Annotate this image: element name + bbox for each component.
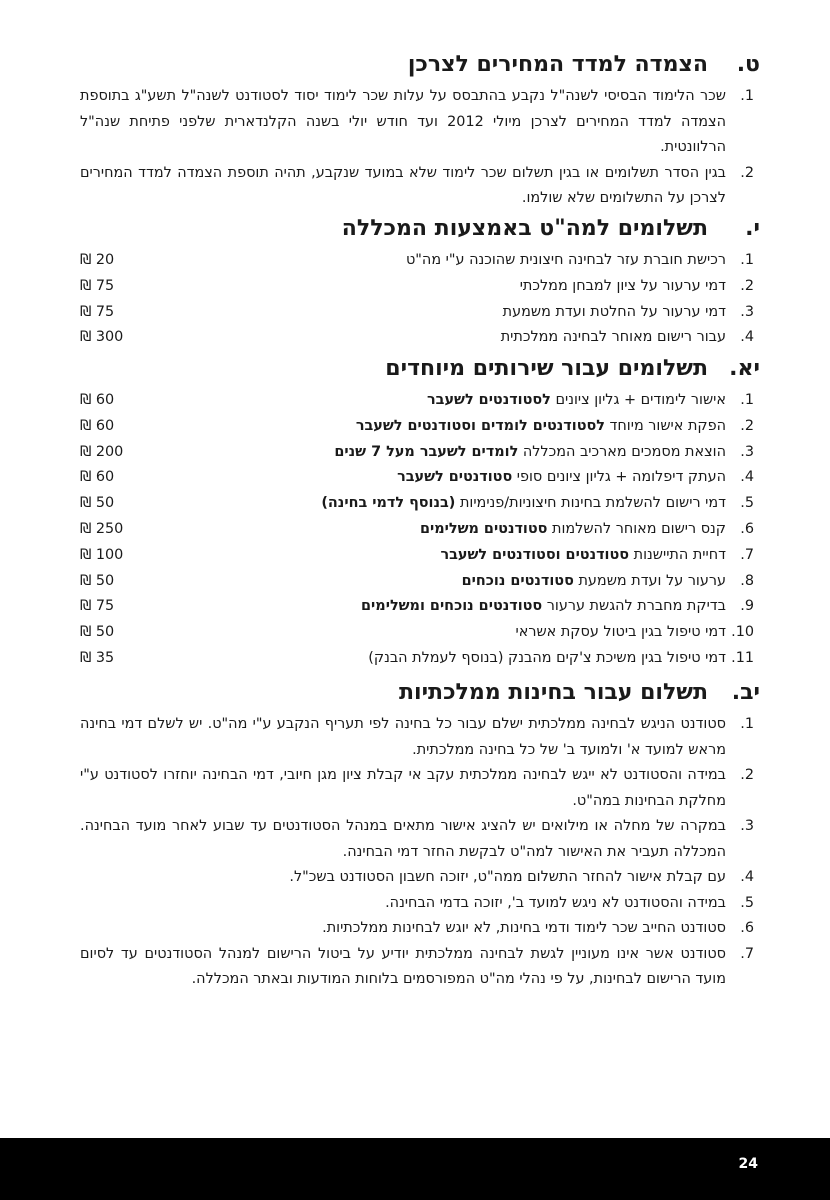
item-plain: עבור רישום מאוחר לבחינה ממלכתית [500, 329, 726, 346]
item-number: 6. [740, 920, 754, 936]
item-text [170, 248, 726, 274]
section-special-services [80, 354, 760, 672]
item-text [170, 440, 726, 466]
item-price: 75 ₪ [80, 277, 115, 294]
fee-row [80, 325, 754, 351]
fee-row [80, 594, 754, 620]
item-text [170, 594, 726, 620]
fee-row [80, 465, 754, 491]
item-number: 1. [740, 252, 754, 268]
item-plain: רכישת חוברת עזר לבחינה חיצונית שהוכנה ע"י מה"ט [405, 252, 726, 268]
item-plain: הפקת אישור מיוחד [604, 417, 726, 434]
item-price: 100 ₪ [80, 546, 124, 563]
item-text: במידה והסטודנט לא ייגש לבחינה ממלכתית עקב אי קבלת ציון מגן חיובי, דמי הבחינה יוחזרו לסטודנט ע"י מחלקת הבחינות במה"ט. [80, 767, 726, 809]
item-text [170, 646, 726, 672]
item-text: סטודנט אשר אינו מעוניין לגשת לבחינה ממלכתית יודיע על ביטול הרישום למנהל הסטודנטים עד לסיום מועד הרישום לבחינות, על פי נהלי מה"ט המפורסמים בלוחות המודעות ובאתר המכללה. [80, 945, 726, 987]
item-bold: לומדים לשעבר מעל 7 שנים [334, 443, 519, 460]
section-indexation [80, 50, 760, 212]
section-title: תשלומים עבור שירותים מיוחדים [385, 356, 708, 381]
fee-row [80, 569, 754, 595]
list-item [80, 916, 754, 942]
item-plain: דחיית התיישנות [629, 546, 726, 563]
item-text [170, 325, 726, 351]
section-letter: יב. [731, 680, 760, 705]
section-heading [80, 678, 760, 708]
item-number: 5. [740, 894, 754, 911]
list-item [80, 712, 754, 763]
item-number: 3. [740, 818, 754, 834]
item-text: עם קבלת אישור להחזר התשלום ממה"ט, יזוכה חשבון הסטודנט בשכ"ל. [289, 869, 726, 885]
item-plain: דמי טיפול בגין משיכת צ'קים מהבנק (בנוסף לעמלת הבנק) [368, 649, 726, 666]
item-number: 2. [740, 277, 754, 294]
item-plain: העתק דיפלומה + גליון ציונים סופי [512, 469, 726, 486]
item-bold: סטודנטים נוכחים [461, 572, 574, 589]
item-number: 1. [740, 392, 754, 408]
section-heading [80, 354, 760, 384]
fee-row [80, 440, 754, 466]
section-letter: ט. [736, 52, 760, 77]
fee-row [80, 388, 754, 414]
section-heading [80, 50, 760, 80]
section-letter: יא. [729, 356, 760, 381]
item-number: 9. [740, 598, 754, 615]
section-title: תשלום עבור בחינות ממלכתיות [399, 680, 708, 705]
item-number: 2. [740, 164, 754, 181]
item-bold: לסטודנטים לומדים וסטודנטים לשעבר [355, 417, 605, 434]
item-number: 2. [740, 767, 754, 783]
fee-list [80, 248, 760, 351]
item-plain: דמי ערעור על ציון למבחן ממלכתי [519, 277, 726, 294]
item-number: 1. [740, 88, 754, 104]
list-item [80, 942, 754, 993]
item-plain: דמי רישום להשלמת בחינות חיצוניות/פנימיות [455, 495, 726, 512]
item-price: 60 ₪ [80, 469, 115, 486]
item-number: 4. [740, 869, 754, 885]
item-bold: סטודנטים וסטודנטים לשעבר [440, 546, 630, 563]
page-number: 24 [738, 1156, 758, 1172]
item-number: 1. [740, 716, 754, 732]
item-price: 200 ₪ [80, 443, 124, 460]
paragraph-list [80, 712, 760, 993]
item-number: 6. [740, 520, 754, 537]
section-title: תשלומים למה"ט באמצעות המכללה [341, 216, 708, 241]
item-number: 10. [731, 624, 754, 641]
item-price: 75 ₪ [80, 303, 115, 320]
item-text: בגין הסדר תשלומים או בגין תשלום שכר לימוד שלא במועד שנקבע, תהיה תוספת הצמדה למדד המחירים לצרכן על התשלומים שלא שולמו. [80, 164, 726, 206]
item-text: שכר הלימוד הבסיסי לשנה"ל נקבע בהתבסס על עלות שכר לימוד יסוד לסטודנט לשנה"ל תשע"ג בתוספת הצמדה למדד המחירים לצרכן מיולי 2012 ועד חודש יולי בשנה הקלנדארית שלפני פתיחת שנה"ל הרלוונטית. [80, 88, 726, 155]
section-heading [80, 214, 760, 244]
item-text [170, 274, 726, 300]
item-number: 8. [740, 572, 754, 589]
item-text: במקרה של מחלה או מילואים יש להציג אישור מתאים במנהל הסטודנטים עד שבוע לאחר מועד הבחינה. המכללה תעביר את האישור למה"ט לבקשת החזר דמי הבחינה. [80, 818, 726, 860]
item-price: 75 ₪ [80, 598, 115, 615]
fee-row [80, 517, 754, 543]
item-number: 2. [740, 417, 754, 434]
section-state-exams [80, 678, 760, 993]
fee-row [80, 491, 754, 517]
list-item [80, 865, 754, 891]
item-number: 11. [731, 649, 754, 666]
item-number: 4. [740, 469, 754, 486]
list-item [80, 814, 754, 865]
item-number: 3. [740, 443, 754, 460]
item-number: 7. [740, 945, 754, 962]
fee-row [80, 300, 754, 326]
section-letter: י. [745, 216, 760, 241]
item-bold: סטודנטים משלימים [419, 520, 548, 537]
item-plain: דמי טיפול בגין ביטול עסקת אשראי [515, 624, 726, 641]
fee-row [80, 620, 754, 646]
fee-row [80, 646, 754, 672]
item-text: סטודנט הניגש לבחינה ממלכתית ישלם עבור כל בחינה לפי תעריף הנקבע ע"י מה"ט. יש לשלם דמי בחינה מראש למועד א' ולמועד ב' של כל בחינה ממלכתית. [80, 716, 726, 758]
item-bold: (בנוסף לדמי בחינה) [321, 495, 456, 512]
fee-list [80, 388, 760, 672]
item-price: 50 ₪ [80, 572, 115, 589]
item-plain: ערעור על ועדת משמעת [573, 572, 726, 589]
item-text [170, 517, 726, 543]
list-item [80, 161, 754, 212]
paragraph-list [80, 84, 760, 212]
item-plain: דמי ערעור על החלטת ועדת משמעת [502, 303, 726, 320]
item-bold: לסטודנטים לשעבר [427, 392, 551, 408]
item-plain: בדיקת מחברת להגשת ערעור [542, 598, 726, 615]
item-price: 50 ₪ [80, 495, 115, 512]
item-price: 60 ₪ [80, 417, 115, 434]
fee-row [80, 543, 754, 569]
item-price: 35 ₪ [80, 649, 115, 666]
item-plain: אישור לימודים + גליון ציונים [550, 392, 726, 408]
item-bold: סטודנטים נוכחים ומשלימים [361, 598, 543, 615]
list-item [80, 763, 754, 814]
section-title: הצמדה למדד המחירים לצרכן [407, 52, 708, 77]
item-price: 300 ₪ [80, 329, 124, 346]
item-text [170, 491, 726, 517]
item-number: 5. [740, 495, 754, 512]
section-mahat-payments [80, 214, 760, 351]
item-price: 250 ₪ [80, 520, 124, 537]
item-bold: סטודנטים לשעבר [397, 469, 513, 486]
fee-row [80, 274, 754, 300]
item-text [170, 414, 726, 440]
item-plain: הוצאת מסמכים מארכיב המכללה [518, 443, 726, 460]
list-item [80, 84, 754, 161]
item-price: 20 ₪ [80, 252, 115, 268]
footer-bar [0, 1138, 830, 1200]
item-price: 60 ₪ [80, 392, 115, 408]
item-text [170, 620, 726, 646]
fee-row [80, 414, 754, 440]
item-text: במידה והסטודנט לא ניגש למועד ב', יזוכה בדמי הבחינה. [385, 894, 726, 911]
item-number: 3. [740, 303, 754, 320]
item-text [170, 569, 726, 595]
item-text [170, 543, 726, 569]
item-text [170, 300, 726, 326]
item-plain: קנס רישום מאוחר להשלמות [547, 520, 726, 537]
item-price: 50 ₪ [80, 624, 115, 641]
item-text [170, 388, 726, 414]
item-number: 7. [740, 546, 754, 563]
fee-row [80, 248, 754, 274]
item-number: 4. [740, 329, 754, 346]
list-item [80, 891, 754, 917]
item-text: סטודנט החייב שכר לימוד ודמי בחינות, לא יוגש לבחינות ממלכתיות. [322, 920, 726, 936]
item-text [170, 465, 726, 491]
